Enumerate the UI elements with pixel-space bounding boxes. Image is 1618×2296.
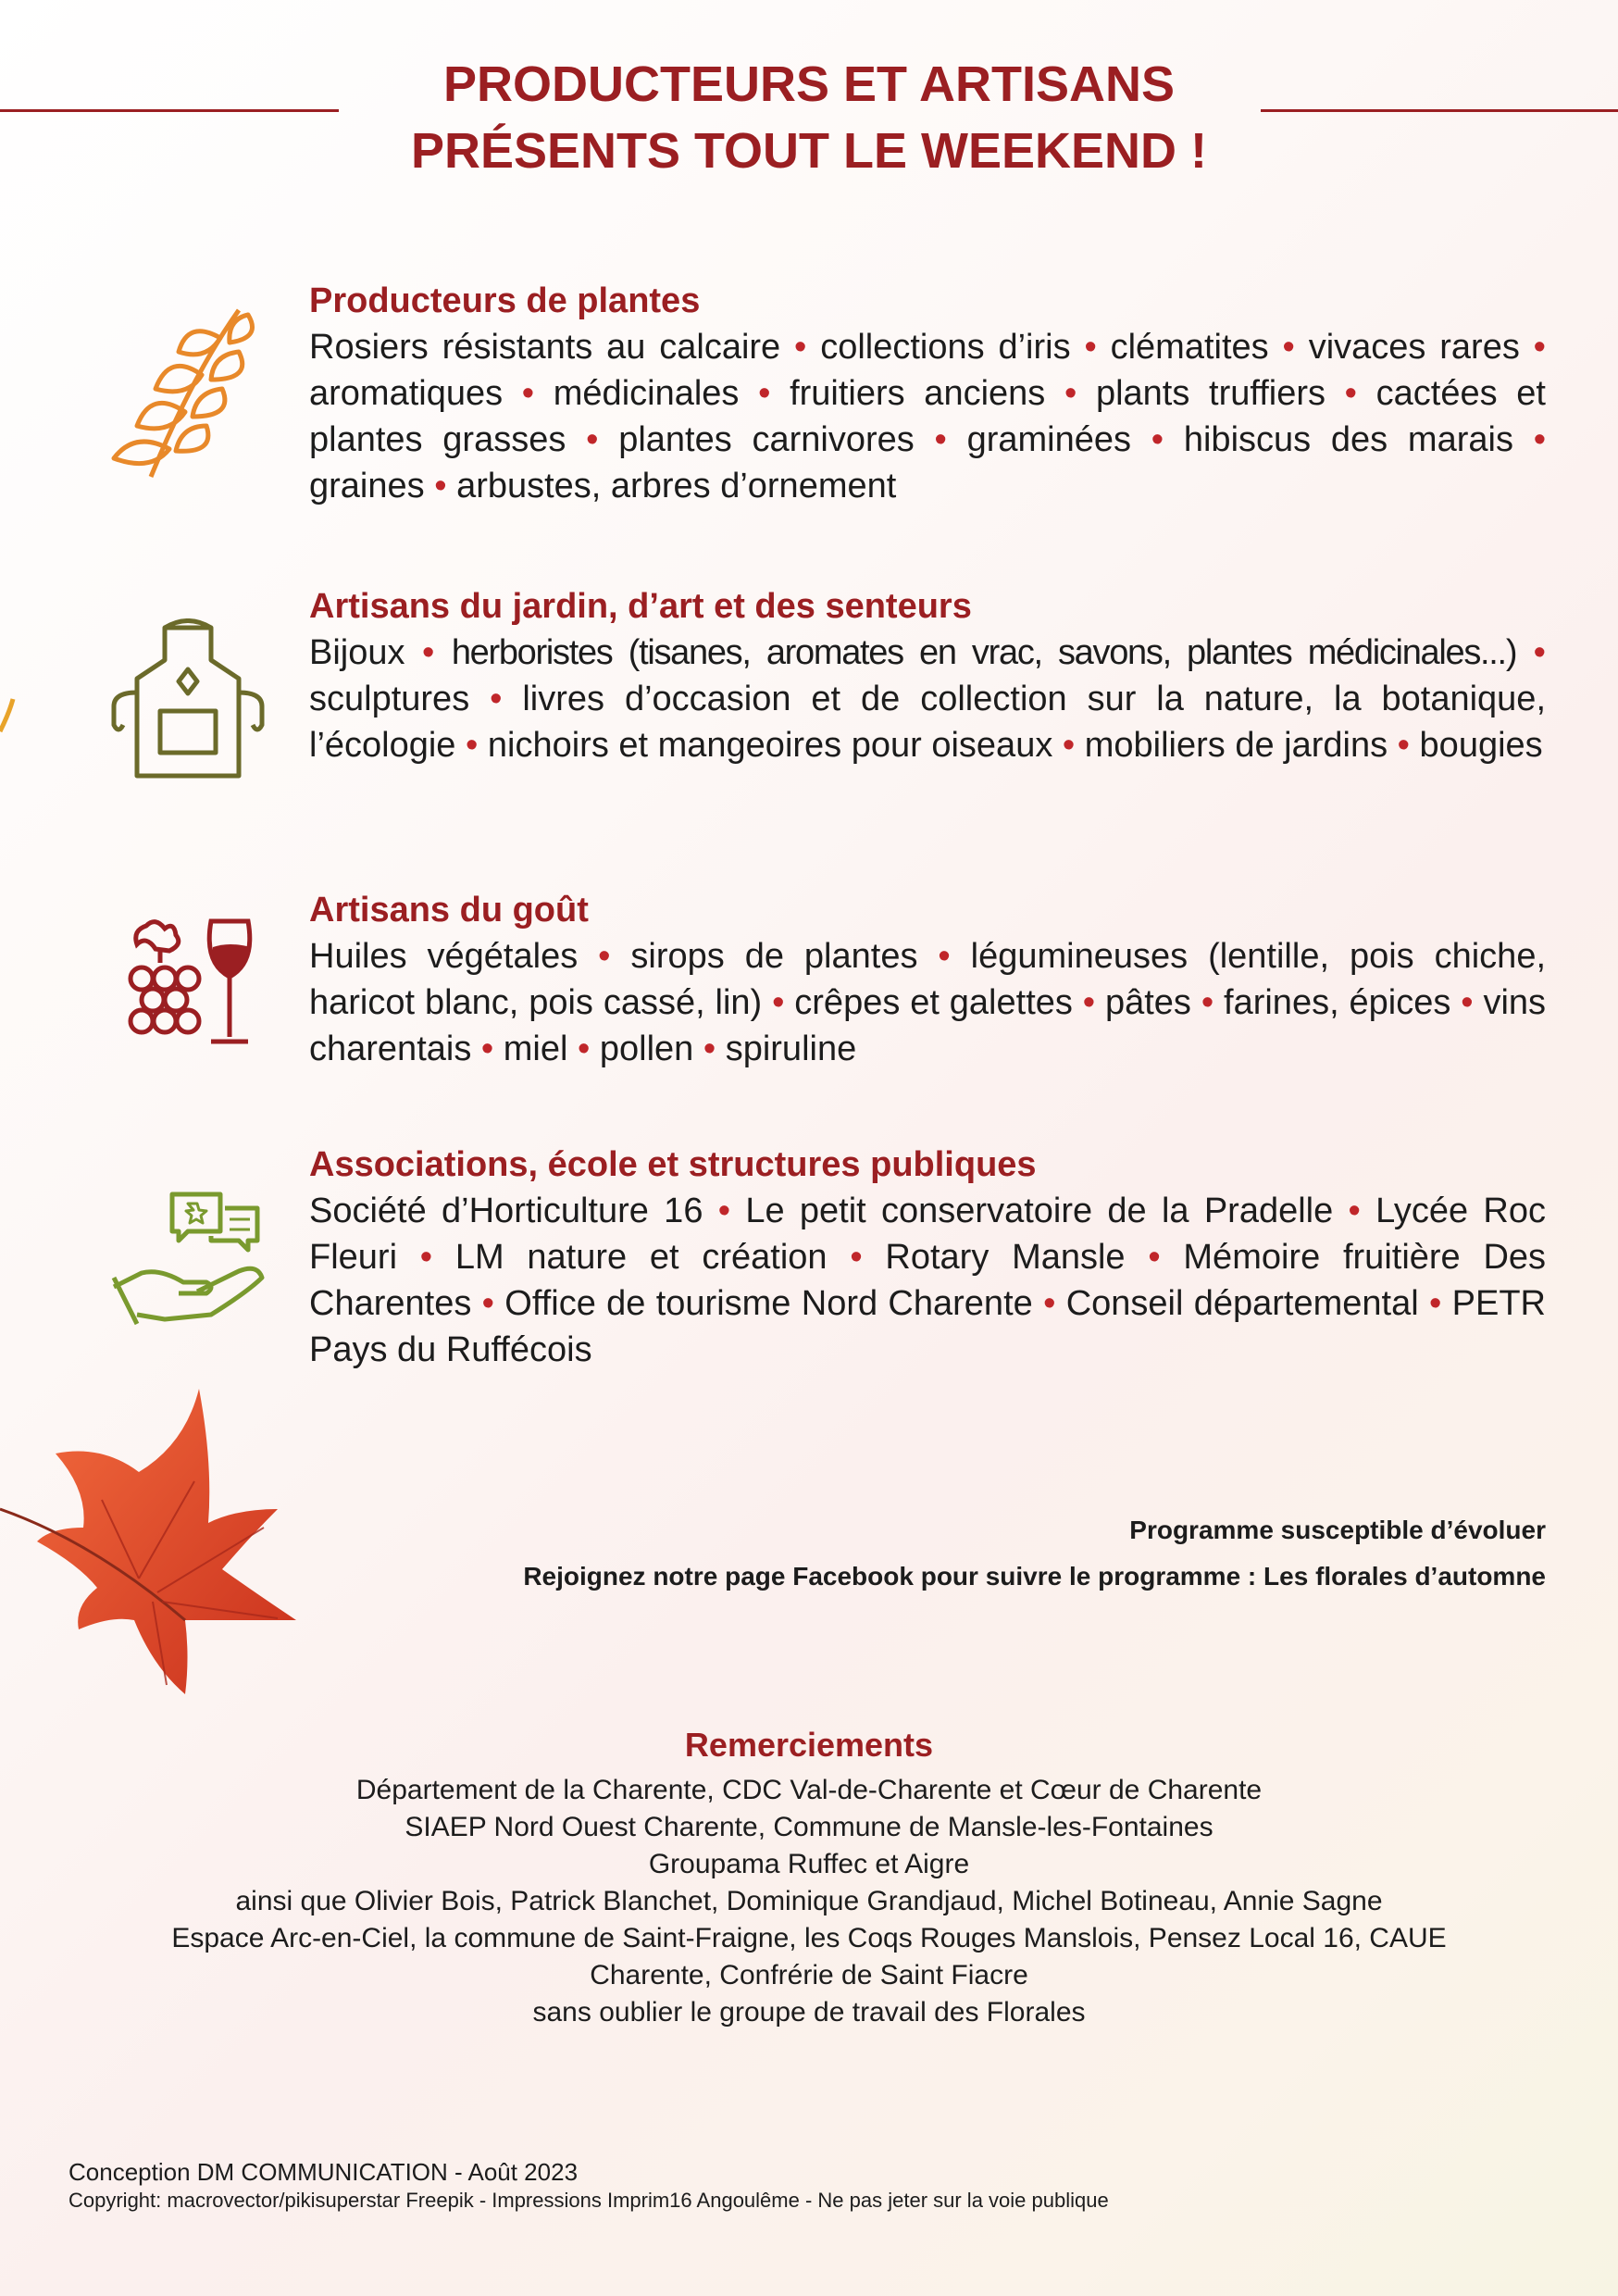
list-item: Société d’Horticulture 16: [309, 1192, 703, 1230]
list-item: vins charentais: [309, 983, 1547, 1068]
section-body: Société d’Horticulture 16 • Le petit conservatoire de la Pradelle • Lycée Roc Fleuri • LM nature et création • Rotary Mansle • Mémoire fruitière Des Charentes • Office de tourisme Nord Charente • Conseil départemental • PETR Pays du Ruffécois: [309, 1192, 1547, 1369]
list-item: Huiles végétales: [309, 937, 579, 976]
section-body: Huiles végétales • sirops de plantes • légumineuses (lentille, pois chiche, haricot blanc, pois cassé, lin) • crêpes et galettes • pâtes • farines, épices • vins charentais • miel • pollen • spiruline: [309, 937, 1547, 1068]
page-title-line2: PRÉSENTS TOUT LE WEEKEND !: [410, 123, 1208, 179]
note-line-2: Rejoignez notre page Facebook pour suivre le programme : Les florales d’automne: [523, 1562, 1546, 1591]
section-title: Associations, école et structures publiques: [309, 1145, 1037, 1184]
section-garden-artisans: [309, 583, 1546, 768]
thanks-line: ainsi que Olivier Bois, Patrick Blanchet, Dominique Grandjaud, Michel Botineau, Annie Sagne: [235, 1886, 1383, 1916]
thanks-title: Remerciements: [684, 1726, 934, 1764]
page-title: [0, 51, 1618, 184]
thanks-line: Groupama Ruffec et Aigre: [648, 1849, 970, 1879]
footer-copyright: Copyright: macrovector/pikisuperstar Freepik - Impressions Imprim16 Angoulême - Ne pas jeter sur la voie publique: [68, 2189, 1109, 2212]
list-item: pâtes: [1104, 983, 1191, 1022]
list-item: Lycée Roc Fleuri: [309, 1192, 1547, 1277]
section-title: Artisans du jardin, d’art et des senteurs: [309, 587, 972, 626]
footer: [68, 2157, 1109, 2215]
section-title: Artisans du goût: [309, 891, 589, 930]
program-notes: [523, 1507, 1546, 1600]
section-plant-producers: [309, 278, 1546, 509]
list-item: graines: [309, 467, 425, 505]
list-item: pollen: [599, 1029, 694, 1068]
list-item: arbustes, arbres d’ornement: [456, 467, 897, 505]
list-item: livres d’occasion et de collection sur la nature, la botanique, l’écologie: [309, 680, 1546, 765]
apron-icon: [109, 618, 267, 785]
list-item: nichoirs et mangeoires pour oiseaux: [487, 726, 1053, 765]
thanks-line: Espace Arc-en-Ciel, la commune de Saint-Fraigne, les Coqs Rouges Manslois, Pensez Local 16, CAUE: [171, 1923, 1447, 1953]
list-item: aromatiques: [309, 374, 504, 413]
note-line-1: Programme susceptible d’évoluer: [1129, 1516, 1546, 1544]
list-item: Mémoire fruitière Des Charentes: [309, 1238, 1547, 1323]
list-item: plants truffiers: [1095, 374, 1326, 413]
list-item: plantes carnivores: [618, 420, 915, 459]
list-item: bougies: [1419, 726, 1543, 765]
wheat-icon: [100, 301, 257, 486]
grapes-wine-icon: [118, 912, 257, 1051]
maple-leaf-icon: [0, 1389, 315, 1741]
leaf-stem-decoration: [0, 694, 19, 750]
list-item: légumineuses (lentille, pois chiche, haricot blanc, pois cassé, lin): [309, 937, 1547, 1022]
list-item: herboristes (tisanes, aromates en vrac, savons, plantes médicinales...): [451, 633, 1517, 672]
list-item: Rotary Mansle: [885, 1238, 1126, 1277]
page-title-line1: PRODUCTEURS ET ARTISANS: [442, 56, 1176, 112]
list-item: collections d’iris: [820, 328, 1071, 367]
section-body: Rosiers résistants au calcaire • collections d’iris • clématites • vivaces rares • aromatiques • médicinales • fruitiers anciens • plants truffiers • cactées et plantes grasses • plantes carnivores • graminées • hibiscus des marais • graines • arbustes, arbres d’ornement: [309, 328, 1547, 505]
list-item: miel: [503, 1029, 568, 1068]
list-item: hibiscus des marais: [1183, 420, 1513, 459]
list-item: médicinales: [553, 374, 740, 413]
thanks-line: Charente, Confrérie de Saint Fiacre: [590, 1960, 1028, 1990]
list-item: Office de tourisme Nord Charente: [504, 1284, 1033, 1323]
list-item: vivaces rares: [1308, 328, 1520, 367]
list-item: sculptures: [309, 680, 470, 718]
section-taste-artisans: [309, 887, 1546, 1072]
list-item: Conseil départemental: [1065, 1284, 1419, 1323]
list-item: Bijoux: [309, 633, 405, 672]
list-item: clématites: [1110, 328, 1269, 367]
section-associations: [309, 1142, 1546, 1373]
thanks-line: SIAEP Nord Ouest Charente, Commune de Mansle-les-Fontaines: [404, 1812, 1214, 1842]
list-item: crêpes et galettes: [794, 983, 1073, 1022]
list-item: graminées: [966, 420, 1132, 459]
list-item: mobiliers de jardins: [1084, 726, 1388, 765]
list-item: PETR Pays du Ruffécois: [309, 1284, 1546, 1369]
list-item: farines, épices: [1224, 983, 1451, 1022]
list-item: sirops de plantes: [630, 937, 918, 976]
thanks-line: sans oublier le groupe de travail des Florales: [532, 1997, 1086, 2028]
hand-chat-icon: [109, 1190, 271, 1329]
list-item: cactées et plantes grasses: [309, 374, 1546, 459]
list-item: LM nature et création: [454, 1238, 828, 1277]
footer-credit: Conception DM COMMUNICATION - Août 2023: [68, 2158, 579, 2186]
thanks-block: [68, 1722, 1550, 2031]
list-item: Rosiers résistants au calcaire: [309, 328, 781, 367]
list-item: Le petit conservatoire de la Pradelle: [745, 1192, 1334, 1230]
list-item: fruitiers anciens: [790, 374, 1046, 413]
section-body: Bijoux • herboristes (tisanes, aromates en vrac, savons, plantes médicinales...) • sculptures • livres d’occasion et de collection sur la nature, la botanique, l’écologie • nichoirs et mangeoires pour oiseaux • mobiliers de jardins • bougies: [309, 633, 1546, 765]
section-title: Producteurs de plantes: [309, 281, 701, 320]
list-item: spiruline: [725, 1029, 857, 1068]
thanks-line: Département de la Charente, CDC Val-de-Charente et Cœur de Charente: [355, 1775, 1263, 1805]
